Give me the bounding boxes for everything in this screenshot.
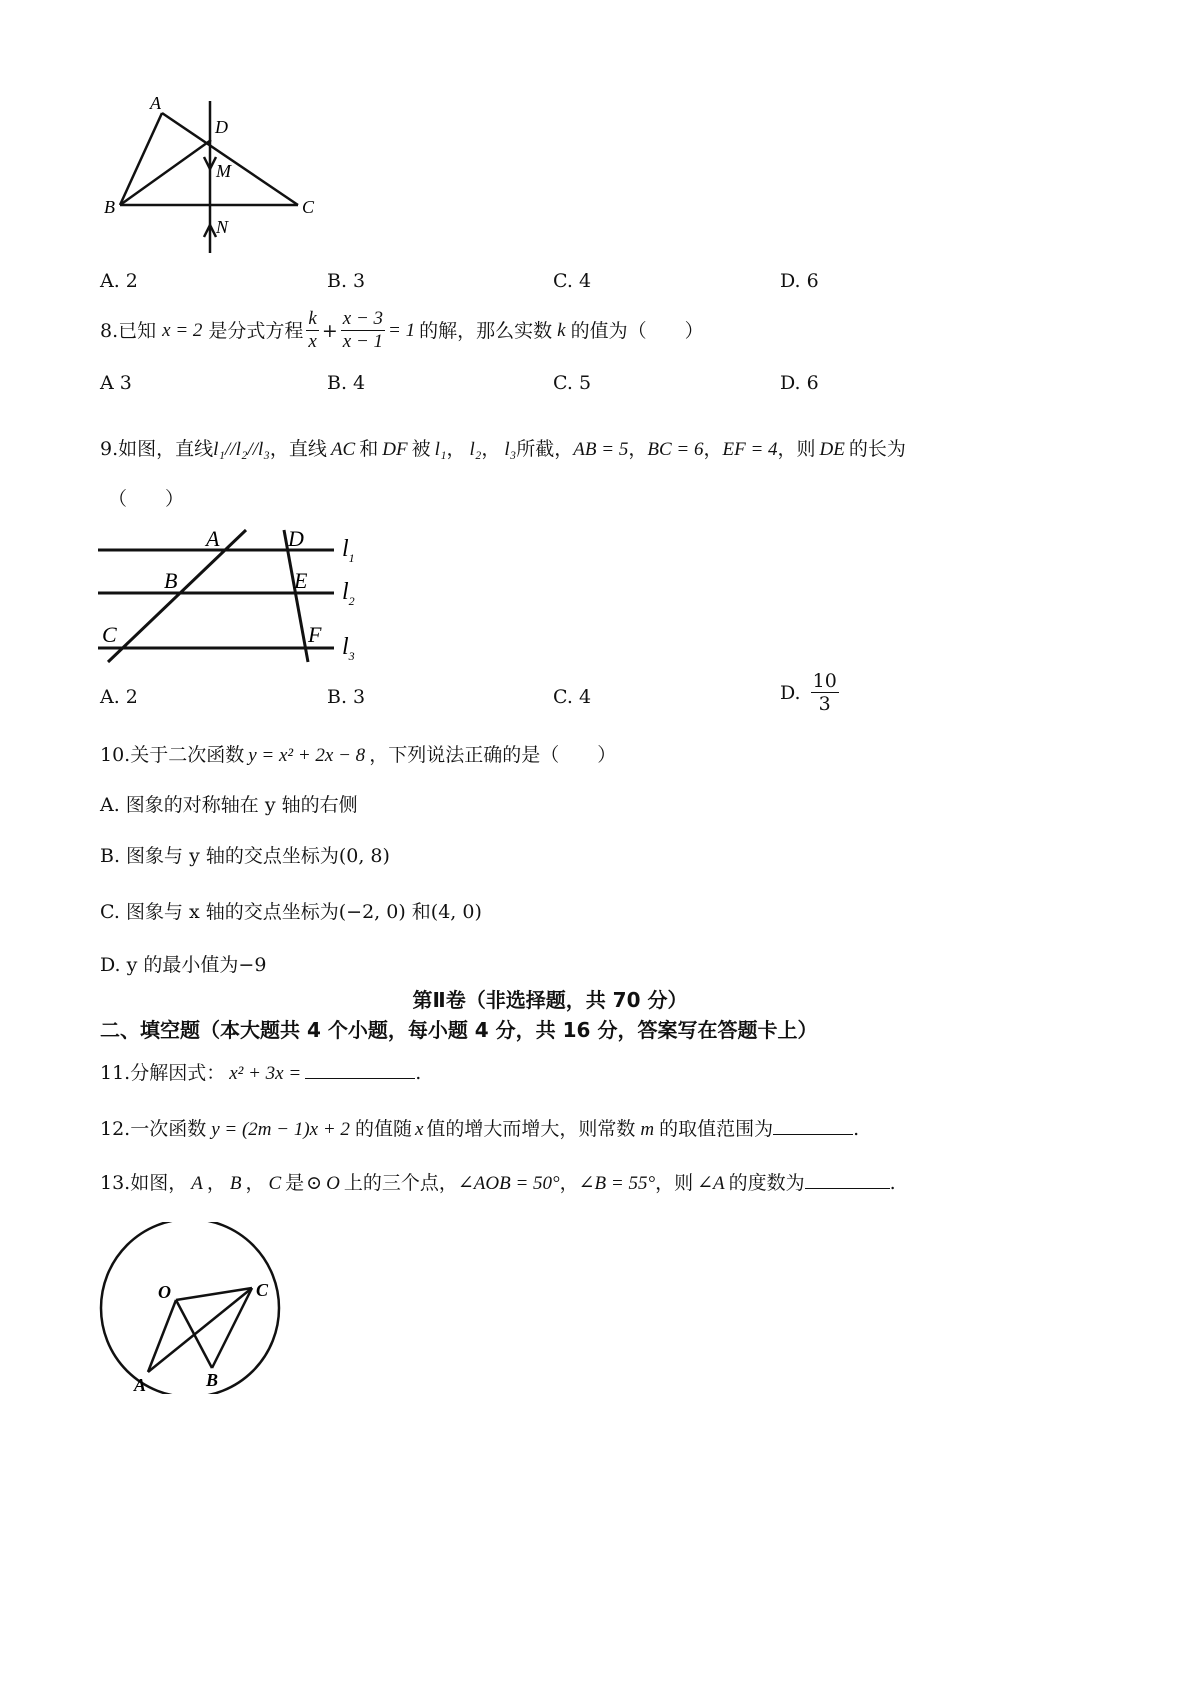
q8-frac1-num: k	[308, 308, 317, 329]
q13-then: ，则	[655, 1172, 694, 1194]
q13-stem	[100, 1170, 896, 1197]
q10-option-d: D. y 的最小值为−9	[100, 954, 267, 976]
q13-sep-1: ，	[206, 1172, 226, 1194]
q9-he: 和	[359, 438, 379, 460]
q12-expr: y = (2m − 1)x + 2	[211, 1119, 350, 1140]
q9-bei: 被	[411, 438, 431, 460]
q8-suffix2: 的值为（ ）	[570, 319, 704, 342]
q8-option-b: B. 4	[327, 372, 366, 394]
q8-plus: +	[321, 319, 338, 342]
q12-prefix: 12.一次函数	[100, 1118, 207, 1140]
q9-label-l3: $l_3$	[342, 634, 355, 663]
q13-circle-o	[101, 1222, 279, 1394]
q9-label-b: B	[164, 568, 178, 593]
q9-label-c: C	[102, 622, 117, 647]
q8-condition: x = 2	[162, 319, 203, 341]
q8-prefix: 8.已知	[100, 319, 157, 342]
q12-m: m	[640, 1119, 655, 1140]
q7-option-a: A. 2	[100, 270, 138, 292]
q9-jie: 所截，	[516, 438, 574, 460]
q13-c: C	[268, 1173, 282, 1194]
q13-label-b: B	[206, 1370, 219, 1390]
q13-o: O	[326, 1173, 340, 1194]
q10-suffix: ，下列说法正确的是（ ）	[369, 744, 617, 766]
q10-function: y = x² + 2x − 8	[248, 745, 366, 766]
section2-heading: 二、填空题（本大题共 4 个小题，每小题 4 分，共 16 分，答案写在答题卡上）	[100, 1018, 818, 1042]
q9-prefix: 9.如图，直线	[100, 438, 214, 460]
q9-option-d	[780, 670, 842, 715]
q9-label-f: F	[308, 622, 322, 647]
q7-label-c: C	[302, 197, 315, 217]
q11-expr: x² + 3x =	[229, 1063, 302, 1084]
q13-sep-2: ，	[245, 1172, 265, 1194]
q13-label-o: O	[158, 1282, 171, 1302]
q9-line: ，直线	[269, 438, 327, 460]
q9-figure	[98, 526, 368, 666]
q13-circle-symbol: ⊙	[306, 1172, 323, 1194]
q10-stem	[100, 742, 616, 769]
q7-option-b: B. 3	[327, 270, 366, 292]
q10-option-c: C. 图象与 x 轴的交点坐标为(−2, 0) 和(4, 0)	[100, 901, 482, 923]
q9-de: DE	[819, 439, 845, 460]
q8-option-c: C. 5	[553, 372, 592, 394]
q9-option-a: A. 2	[100, 686, 138, 708]
q7-label-d: D	[215, 117, 228, 137]
q13-sep-3: ，	[559, 1172, 579, 1194]
q8-fraction-2	[341, 308, 385, 353]
q13-label-a: A	[134, 1375, 147, 1394]
q13-figure	[96, 1222, 296, 1394]
q9-paren: （ ）	[108, 488, 185, 510]
q13-on: 上的三个点，	[343, 1172, 458, 1194]
q7-figure	[100, 95, 340, 270]
q12-x: x	[414, 1119, 424, 1140]
q8-fraction-1	[306, 308, 318, 353]
q13-end: .	[889, 1172, 896, 1194]
q13-tail: 的度数为	[728, 1172, 805, 1194]
q13-aob: ∠AOB = 50°	[457, 1173, 560, 1194]
q8-option-d: D. 6	[780, 372, 819, 394]
q9-stem: 9.如图，直线l₁//l₂//l₃，直线 AC 和 DF 被 l₁， l₂， l₃所截，AB = 5，BC = 6，EF = 4，则 DE 的长为	[100, 438, 906, 460]
section2-title: 第Ⅱ卷（非选择题，共 70 分）	[412, 988, 688, 1012]
q8-var-k: k	[557, 319, 566, 341]
q13-b: B	[229, 1173, 242, 1194]
q13-is: 是	[285, 1172, 305, 1194]
q8-suffix1: 的解，那么实数	[419, 319, 553, 342]
q13-prefix: 13.如图，	[100, 1172, 188, 1194]
q13-label-c: C	[256, 1280, 269, 1300]
q9-ef: EF = 4	[722, 439, 778, 460]
q8-option-a: A 3	[100, 372, 132, 394]
q9-l1: l₁	[434, 439, 447, 460]
q11-prefix: 11.分解因式：	[100, 1062, 226, 1084]
q7-label-b: B	[104, 197, 115, 217]
q12-answer-blank[interactable]	[773, 1116, 853, 1135]
q13-answer-blank[interactable]	[805, 1170, 890, 1189]
q11-answer-blank[interactable]	[305, 1060, 415, 1079]
q11-end: .	[415, 1062, 422, 1084]
q13-angle-a: ∠A	[697, 1173, 725, 1194]
q13-segment-bc	[212, 1288, 252, 1368]
q9-l3: l₃	[504, 439, 517, 460]
q9-label-l1: $l_1$	[342, 536, 355, 565]
q9-label-a: A	[206, 526, 220, 551]
q12-tail: 的取值范围为	[659, 1118, 774, 1140]
q9-option-c: C. 4	[553, 686, 592, 708]
q9-df: DF	[382, 439, 408, 460]
q13-a: A	[191, 1173, 203, 1194]
q9-option-b: B. 3	[327, 686, 366, 708]
q10-option-a: A. 图象的对称轴在 y 轴的右侧	[100, 794, 358, 816]
q9-label-l2: $l_2$	[342, 579, 355, 608]
q9-option-d-num: 10	[812, 670, 837, 692]
q9-option-d-prefix: D.	[780, 681, 801, 704]
q8-frac1-den: x	[308, 331, 317, 352]
q12-end: .	[853, 1118, 860, 1140]
q11-stem	[100, 1060, 421, 1087]
q8-stem	[100, 308, 704, 353]
q9-option-d-fraction	[811, 670, 839, 715]
q9-ac: AC	[330, 439, 356, 460]
q9-ze: ，则	[777, 438, 816, 460]
q9-tail: 的长为	[848, 438, 906, 460]
q9-option-d-den: 3	[818, 693, 831, 715]
q10-option-b: B. 图象与 y 轴的交点坐标为(0, 8)	[100, 845, 390, 867]
q7-label-m: M	[216, 161, 231, 181]
q7-label-a: A	[150, 95, 161, 113]
q8-mid: 是分式方程	[208, 319, 304, 342]
q8-rhs: = 1	[388, 319, 416, 341]
q7-option-d: D. 6	[780, 270, 819, 292]
q12-stem	[100, 1116, 859, 1143]
q12-mid2: 值的增大而增大，则常数	[426, 1118, 636, 1140]
q7-option-c: C. 4	[553, 270, 592, 292]
q12-mid: 的值随	[354, 1118, 412, 1140]
q8-frac2-num: x − 3	[342, 308, 384, 329]
q8-frac2-den: x − 1	[342, 331, 384, 352]
q9-label-e: E	[294, 568, 308, 593]
q9-bc: BC = 6	[647, 439, 704, 460]
q9-parallel: l₁//l₂//l₃	[213, 439, 270, 460]
q9-ab: AB = 5	[573, 439, 629, 460]
q10-prefix: 10.关于二次函数	[100, 744, 245, 766]
q9-l2: l₂	[469, 439, 482, 460]
q13-angle-b: ∠B = 55°	[578, 1173, 656, 1194]
q9-label-d: D	[288, 526, 304, 551]
q7-label-n: N	[216, 217, 229, 237]
